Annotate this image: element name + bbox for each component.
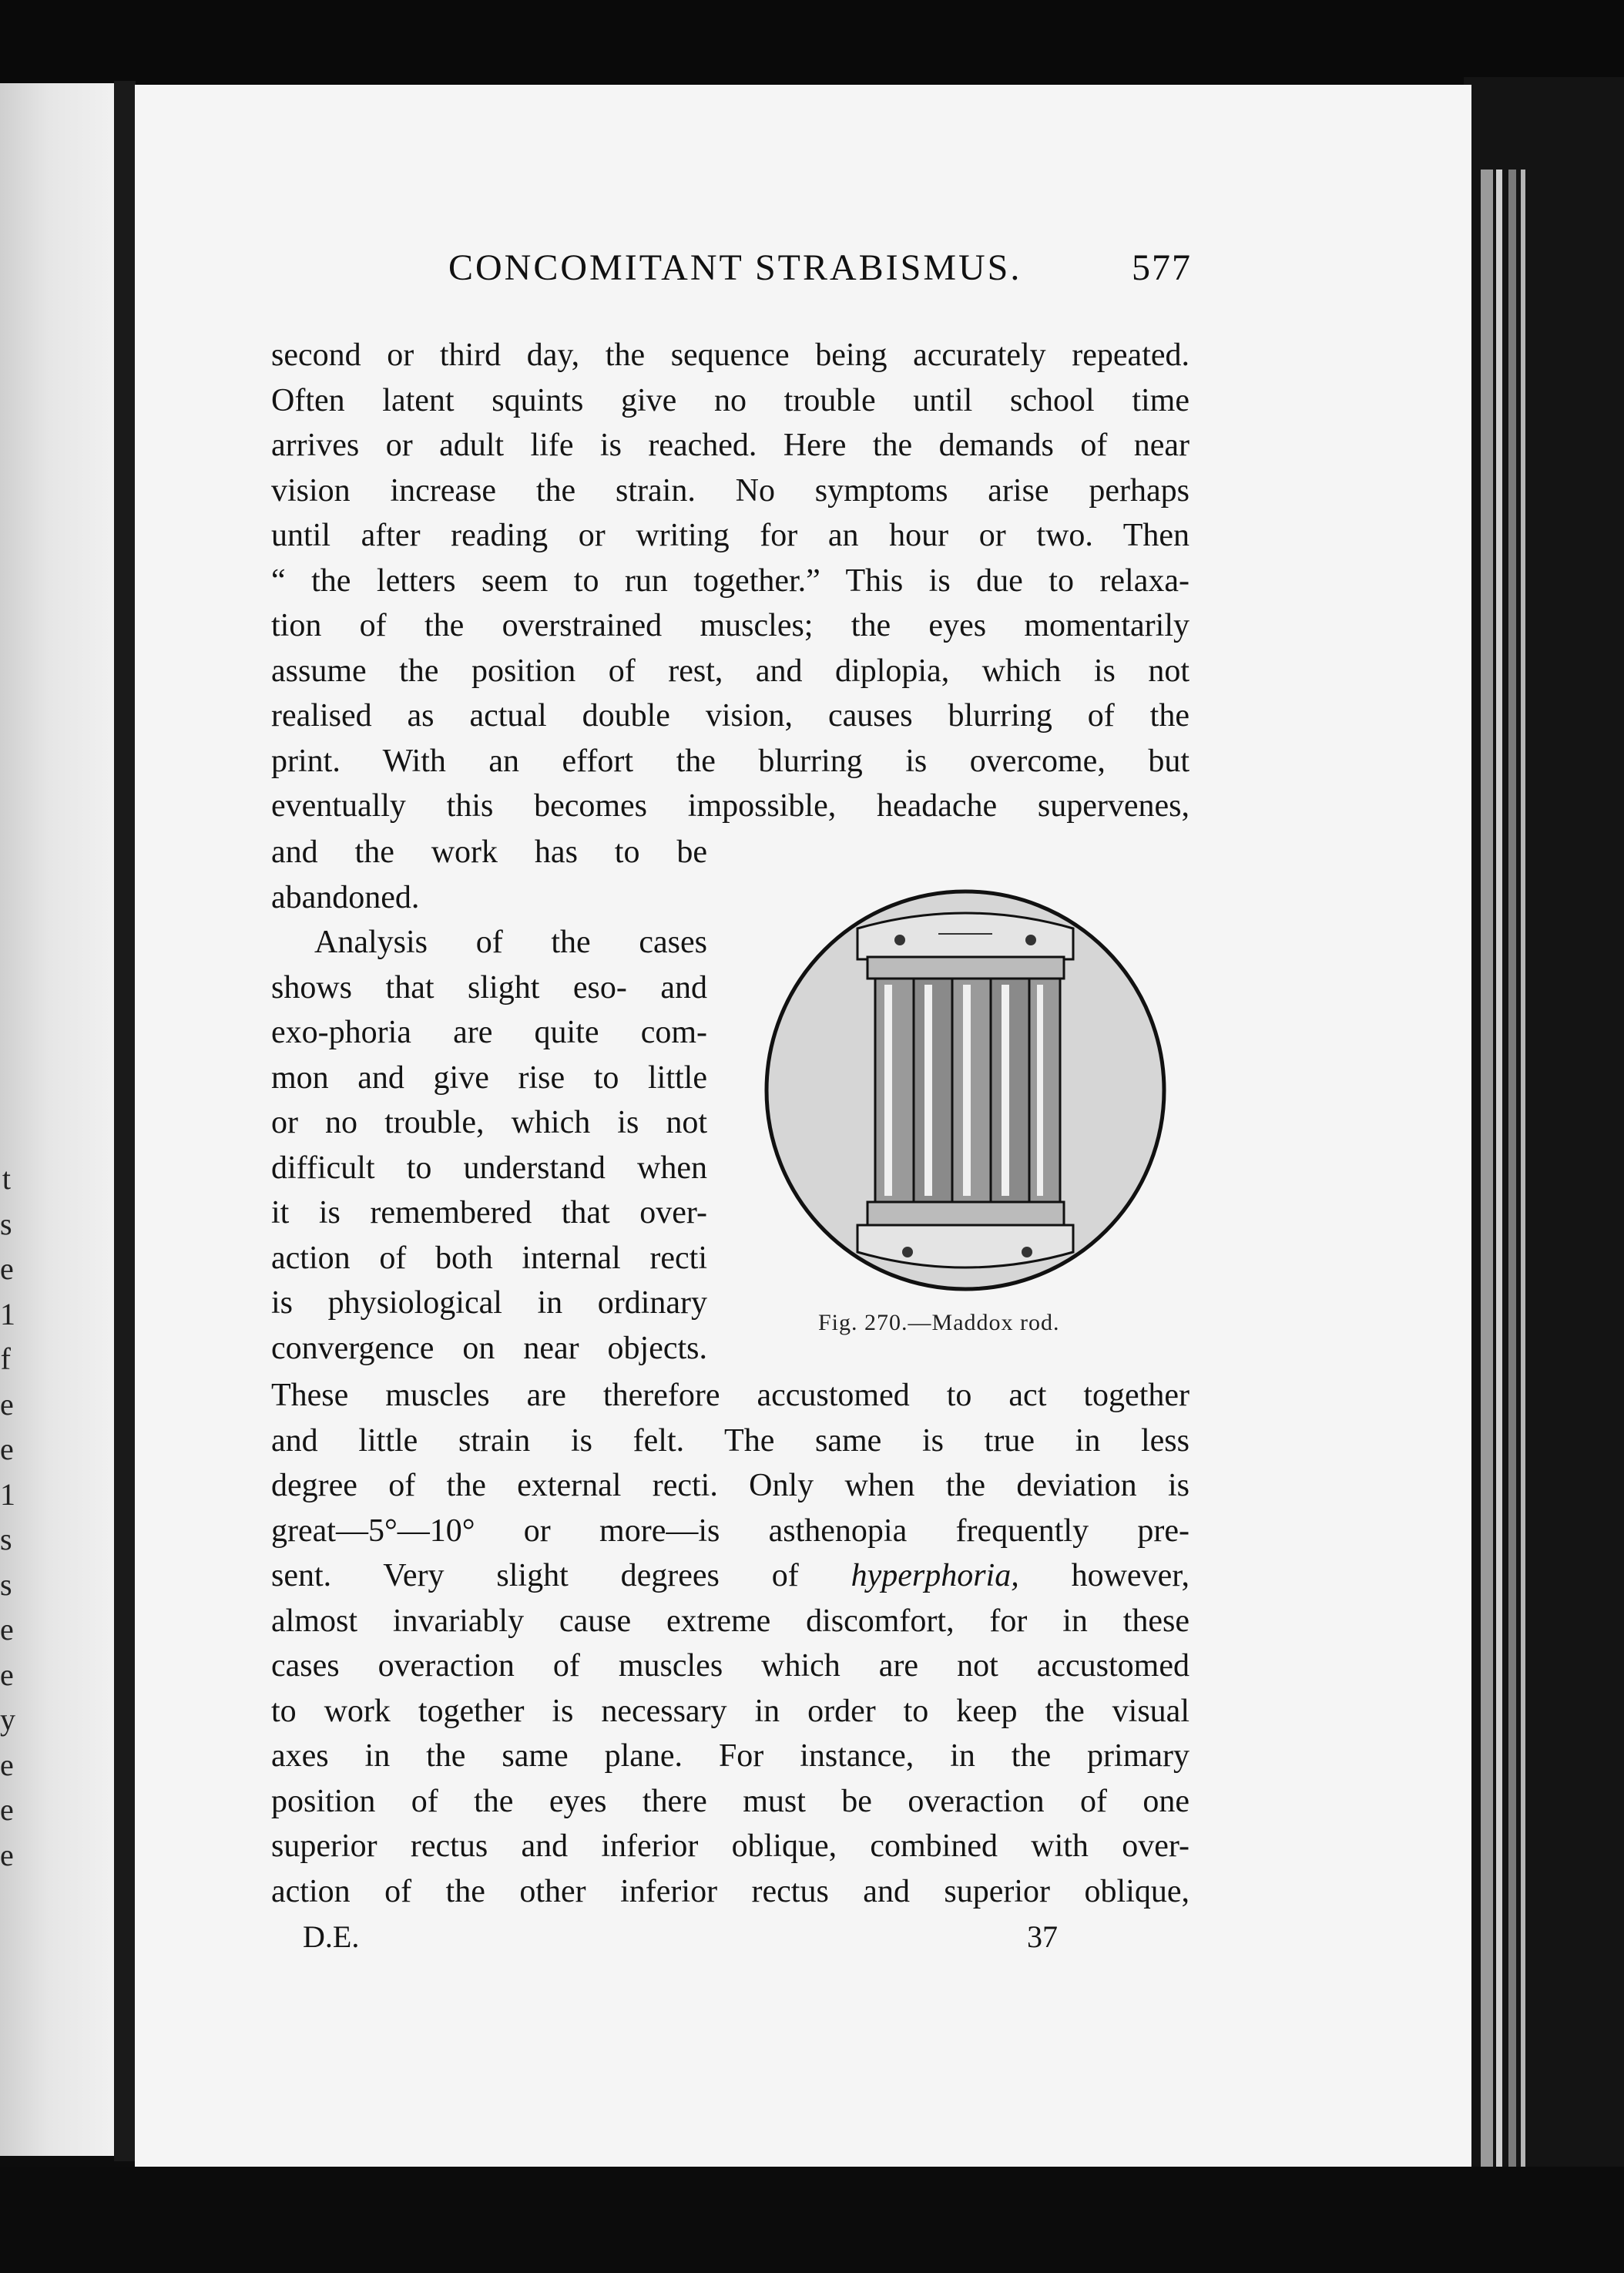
text-line: almost invariably cause extreme discomfort, for in these (271, 1603, 1189, 1639)
text-line: to work together is necessary in order to keep the visual (271, 1693, 1189, 1729)
facing-page-char: s (0, 1206, 12, 1241)
text-line: axes in the same plane. For instance, in the primary (271, 1738, 1189, 1774)
facing-page-char: 1 (0, 1476, 15, 1512)
running-title: CONCOMITANT STRABISMUS. (448, 247, 1022, 288)
scan-top-border (0, 0, 1624, 85)
facing-page-char: e (0, 1251, 14, 1286)
text-line: shows that slight eso- and (271, 969, 707, 1006)
text-line: These muscles are therefore accustomed to act together (271, 1378, 1189, 1413)
facing-page-char: y (0, 1702, 15, 1737)
text-line: realised as actual double vision, causes blurring of the (271, 698, 1189, 734)
text-line: is physiological in ordinary (271, 1285, 707, 1321)
text-line: cases overaction of muscles which are not accustomed (271, 1648, 1189, 1684)
text-line: exo-phoria are quite com- (271, 1015, 707, 1050)
text-line: convergence on near objects. (271, 1330, 707, 1366)
text-line: Analysis of the cases (314, 925, 707, 960)
text-line: until after reading or writing for an hour or two. Then (271, 518, 1189, 553)
text-line: eventually this becomes impossible, headache supervenes, (271, 788, 1189, 824)
text-line: mon and give rise to little (271, 1059, 707, 1096)
book-gutter (114, 81, 136, 2161)
text-line: abandoned. (271, 879, 420, 915)
text-line: assume the position of rest, and diplopia, which is not (271, 653, 1189, 689)
facing-page-char: e (0, 1792, 14, 1827)
text-line: “ the letters seem to run together.” This is due to relaxa- (271, 562, 1189, 599)
facing-page-char: e (0, 1386, 14, 1422)
text-line: it is remembered that over- (271, 1195, 707, 1231)
page-number: 577 (1132, 247, 1192, 288)
facing-page-char: t (2, 1161, 11, 1196)
text-line: arrives or adult life is reached. Here the demands of near (271, 428, 1189, 463)
facing-page (0, 83, 123, 2156)
facing-page-char: e (0, 1747, 14, 1782)
signature-mark: D.E. (303, 1919, 360, 1954)
text-line: action of the other inferior rectus and superior oblique, (271, 1873, 1189, 1909)
text-line: and the work has to be (271, 834, 707, 870)
text-line: print. With an effort the blurring is overcome, but (271, 743, 1189, 779)
facing-page-char: e (0, 1612, 14, 1647)
facing-page-char: s (0, 1522, 12, 1556)
text-segment: however, (1071, 1558, 1190, 1593)
italic-term: hyperphoria, (851, 1558, 1019, 1593)
text-line: superior rectus and inferior oblique, combined with over- (271, 1828, 1189, 1864)
text-line (271, 1553, 1189, 1598)
figure-caption: Fig. 270.—Maddox rod. (818, 1310, 1060, 1335)
text-line: great—5°—10° or more—is asthenopia frequently pre- (271, 1513, 1189, 1549)
page-stack-edge (1464, 77, 1624, 2173)
facing-page-char: s (0, 1566, 12, 1602)
text-line: position of the eyes there must be overaction of one (271, 1783, 1189, 1819)
text-line: or no trouble, which is not (271, 1105, 707, 1140)
text-line: difficult to understand when (271, 1150, 707, 1186)
running-header (448, 247, 1192, 293)
facing-page-char: f (0, 1341, 11, 1376)
text-line: action of both internal recti (271, 1240, 707, 1276)
text-line: vision increase the strain. No symptoms arise perhaps (271, 472, 1189, 509)
facing-page-char: 1 (0, 1296, 15, 1331)
text-line: Often latent squints give no trouble until school time (271, 382, 1189, 418)
text-line: degree of the external recti. Only when the deviation is (271, 1468, 1189, 1503)
facing-page-char: e (0, 1432, 14, 1466)
text-line: and little strain is felt. The same is true in less (271, 1422, 1189, 1459)
maddox-rod-illustration (761, 886, 1169, 1294)
signature-number: 37 (1027, 1919, 1058, 1954)
text-segment: sent. Very slight degrees of (271, 1558, 799, 1593)
facing-page-char: e (0, 1837, 14, 1872)
facing-page-char: e (0, 1657, 14, 1692)
scan-bottom-border (0, 2167, 1624, 2273)
text-line: tion of the overstrained muscles; the eyes momentarily (271, 608, 1189, 643)
text-line: second or third day, the sequence being accurately repeated. (271, 337, 1189, 373)
